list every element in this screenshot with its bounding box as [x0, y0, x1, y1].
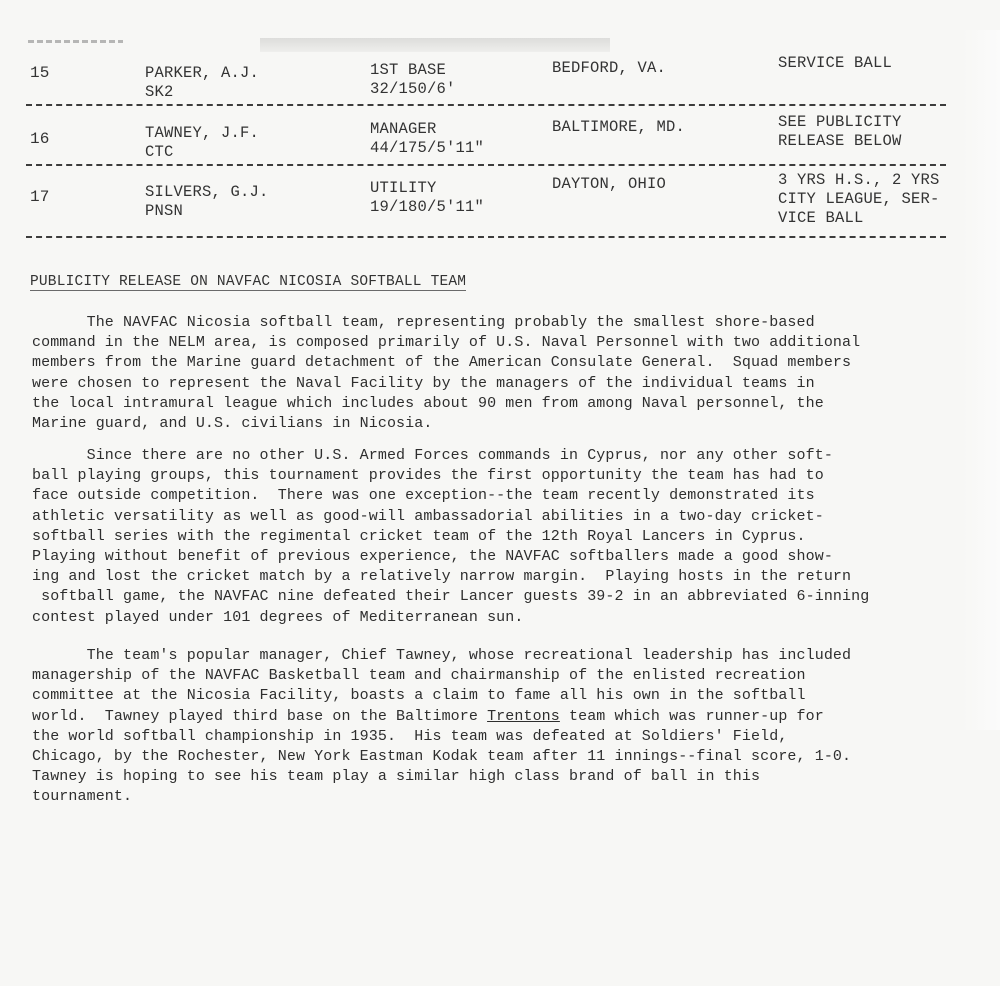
text-line: the world softball championship in 1935. His team was defeated at Soldiers' Field,: [32, 727, 788, 745]
text-line: contest played under 101 degrees of Mediterranean sun.: [32, 608, 524, 626]
text-line: softball series with the regimental cricket team of the 12th Royal Lancers in Cyprus.: [32, 527, 806, 545]
row-divider: [26, 164, 946, 166]
player-number: 16: [30, 130, 50, 148]
text-line: Since there are no other U.S. Armed Forces commands in Cyprus, nor any other soft-: [32, 447, 833, 464]
text-line: softball game, the NAVFAC nine defeated their Lancer guests 39-2 in an abbreviated 6-inning: [32, 588, 870, 606]
player-remarks: SEE PUBLICITY: [778, 113, 902, 131]
release-paragraph-2: [32, 446, 972, 628]
release-paragraph-1: [32, 313, 972, 434]
player-remarks: 3 YRS H.S., 2 YRS: [778, 171, 940, 189]
player-remarks: RELEASE BELOW: [778, 132, 902, 150]
player-position: UTILITY: [370, 179, 437, 197]
player-hometown: DAYTON, OHIO: [552, 175, 667, 193]
scan-shadow: [260, 38, 610, 52]
player-name: PARKER, A.J.: [145, 64, 260, 82]
text-line: committee at the Nicosia Facility, boasts a claim to fame all his own in the softball: [32, 687, 806, 705]
player-remarks: SERVICE BALL: [778, 54, 893, 72]
scan-mark: [28, 40, 123, 43]
text-line: members from the Marine guard detachment of the American Consulate General. Squad members: [32, 354, 852, 372]
text-line: Tawney is hoping to see his team play a similar high class brand of ball in this: [32, 768, 761, 786]
player-number: 15: [30, 64, 50, 82]
underlined-team-name: Trentons: [487, 707, 560, 725]
player-position: 1ST BASE: [370, 61, 447, 79]
text-line: ball playing groups, this tournament provides the first opportunity the team has had to: [32, 467, 824, 485]
player-hometown: BALTIMORE, MD.: [552, 118, 686, 136]
text-line: tournament.: [32, 788, 133, 806]
release-paragraph-3: [32, 646, 972, 808]
line-end: team which was runner-up for: [559, 707, 824, 725]
text-line: ing and lost the cricket match by a relatively narrow margin. Playing hosts in the return: [32, 568, 852, 586]
text-line: managership of the NAVFAC Basketball team and chairmanship of the enlisted recreation: [32, 667, 806, 685]
player-stats: 44/175/5'11": [370, 139, 485, 157]
player-rate: SK2: [145, 83, 174, 101]
player-number: 17: [30, 188, 50, 206]
player-name: TAWNEY, J.F.: [145, 124, 260, 142]
text-line: the local intramural league which includes about 90 men from among Naval personnel, the: [32, 394, 824, 412]
text-line: The NAVFAC Nicosia softball team, representing probably the smallest shore-based: [32, 314, 815, 331]
player-remarks: CITY LEAGUE, SER-: [778, 190, 940, 208]
text-line: were chosen to represent the Naval Facility by the managers of the individual teams in: [32, 374, 815, 392]
text-line: The team's popular manager, Chief Tawney, whose recreational leadership has included: [32, 647, 852, 664]
player-name: SILVERS, G.J.: [145, 183, 269, 201]
player-stats: 19/180/5'11": [370, 198, 485, 216]
player-remarks: VICE BALL: [778, 209, 864, 227]
player-rate: PNSN: [145, 202, 184, 220]
text-line: command in the NELM area, is composed primarily of U.S. Naval Personnel with two additional: [32, 334, 861, 352]
text-line: Playing without benefit of previous experience, the NAVFAC softballers made a good show-: [32, 548, 833, 566]
player-hometown: BEDFORD, VA.: [552, 59, 667, 77]
release-title: PUBLICITY RELEASE ON NAVFAC NICOSIA SOFTBALL TEAM: [30, 274, 467, 290]
text-line: athletic versatility as well as good-will ambassadorial abilities in a two-day cricket-: [32, 507, 824, 525]
text-line: Chicago, by the Rochester, New York Eastman Kodak team after 11 innings--final score, 1-0.: [32, 748, 852, 766]
player-rate: CTC: [145, 143, 174, 161]
row-divider: [26, 236, 946, 238]
text-line: face outside competition. There was one exception--the team recently demonstrated its: [32, 487, 815, 505]
text-line: [32, 707, 972, 727]
player-position: MANAGER: [370, 120, 437, 138]
text-line: Marine guard, and U.S. civilians in Nicosia.: [32, 415, 433, 433]
row-divider: [26, 104, 946, 106]
player-stats: 32/150/6': [370, 80, 456, 98]
line-start: world. Tawney played third base on the Baltimore: [32, 707, 488, 725]
